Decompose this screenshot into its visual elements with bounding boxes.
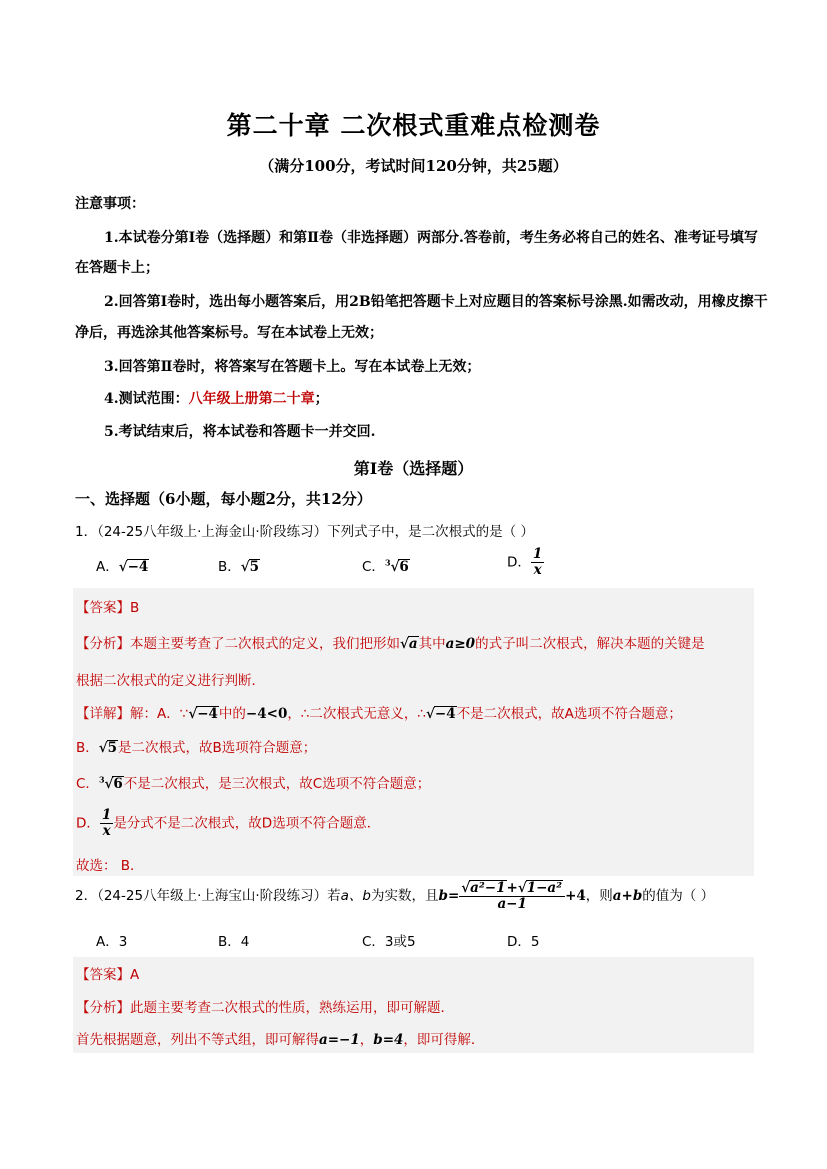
equation-fraction xyxy=(459,880,565,912)
sqrt-sign-icon: √ xyxy=(98,740,108,756)
radicand: −4 xyxy=(434,706,456,722)
radicand: −4 xyxy=(197,706,218,722)
option-label: C． xyxy=(362,559,385,575)
root-index: 3 xyxy=(384,557,391,568)
sqrt-sign-icon: √ xyxy=(461,880,471,896)
q1-detail-d xyxy=(76,808,380,839)
value-a: a=−1 xyxy=(319,1032,360,1048)
notice-item-4 xyxy=(104,388,329,408)
option-label: B． xyxy=(218,559,241,575)
q1-detail-c xyxy=(76,772,430,792)
text: 其中 xyxy=(418,636,446,652)
q2-answer: 【答案】A xyxy=(76,967,140,983)
q1-detail-a xyxy=(76,702,682,722)
radicand: −4 xyxy=(127,559,149,575)
fraction xyxy=(531,547,544,578)
q1-option-a xyxy=(96,555,149,575)
notice-item-4-end: ； xyxy=(314,391,329,407)
notice-item-1-cont: 在答题卡上； xyxy=(75,260,159,276)
sqrt-sign-icon: √ xyxy=(517,880,527,896)
denominator: x xyxy=(102,822,111,839)
variables: a、b xyxy=(340,887,371,904)
q2-analysis: 【分析】此题主要考查二次根式的性质，熟练运用，即可解题． xyxy=(76,1000,454,1016)
part-title: 一、选择题（6小题，每小题2分，共12分） xyxy=(75,490,372,508)
sqrt-sign-icon: √ xyxy=(188,706,198,722)
fraction xyxy=(100,808,113,839)
denominator: a−1 xyxy=(497,895,527,912)
sqrt-sign-icon: √ xyxy=(104,776,114,792)
q2-option-d: D．5 xyxy=(507,934,540,950)
q1-option-d xyxy=(507,547,544,578)
text: B． xyxy=(76,740,99,756)
q1-analysis-line-1 xyxy=(76,632,705,652)
sqrt-sign-icon: √ xyxy=(390,559,400,575)
q2-option-c: C．3或5 xyxy=(362,934,416,950)
text: 中的 xyxy=(218,706,246,722)
radicand: 6 xyxy=(399,559,409,575)
page-subtitle: （满分100分，考试时间120分钟，共25题） xyxy=(259,157,568,175)
text: 的式子叫二次根式，解决本题的关键是 xyxy=(475,636,705,652)
notice-item-2-cont: 净后，再选涂其他答案标号。写在本试卷上无效； xyxy=(75,325,383,341)
text: C． xyxy=(76,776,99,792)
text: 是二次根式，故B选项符合题意； xyxy=(118,740,317,756)
condition: −4<0 xyxy=(245,706,288,722)
text: 2．（24-25八年级上·上海宝山·阶段练习）若 xyxy=(75,887,341,904)
q1-analysis-line-2: 根据二次根式的定义进行判断． xyxy=(76,673,265,689)
radicand: 6 xyxy=(113,776,123,792)
text: 不是二次根式，是三次根式，故C选项不符合题意； xyxy=(123,776,431,792)
radicand: a²−1 xyxy=(470,880,506,896)
text: 【分析】本题主要考查了二次根式的定义，我们把形如 xyxy=(76,636,400,652)
sqrt-sign-icon: √ xyxy=(400,636,409,652)
radicand: 1−a² xyxy=(526,880,563,896)
section-title: 第Ⅰ卷（选择题） xyxy=(353,459,474,478)
q1-answer: 【答案】B xyxy=(76,600,140,616)
page-title: 第二十章 二次根式重难点检测卷 xyxy=(226,111,601,140)
q1-detail-b xyxy=(76,736,316,756)
option-label: D． xyxy=(507,554,531,571)
notice-item-2: 2.回答第Ⅰ卷时，选出每小题答案后，用2B铅笔把答题卡上对应题目的答案标号涂黑.如需改动，用橡皮擦干 xyxy=(104,294,768,310)
notice-item-4-label: 4.测试范围： xyxy=(104,391,189,407)
numerator: 1 xyxy=(532,546,543,562)
text: ， xyxy=(359,1032,374,1048)
question-2-stem xyxy=(75,880,714,912)
q2-option-a: A．3 xyxy=(96,934,128,950)
root-index: 3 xyxy=(98,774,105,785)
equation-tail: +4 xyxy=(565,887,586,904)
q1-option-b xyxy=(218,555,260,575)
text: 的值为（ ） xyxy=(642,887,715,904)
radicand: 5 xyxy=(249,559,260,575)
notice-item-3: 3.回答第Ⅱ卷时，将答案写在答题卡上。写在本试卷上无效； xyxy=(104,359,481,375)
text: ，即可得解． xyxy=(403,1032,485,1048)
question-1-stem: 1．（24-25八年级上·上海金山·阶段练习）下列式子中，是二次根式的是（ ） xyxy=(75,524,534,540)
test-scope: 八年级上册第二十章 xyxy=(188,391,315,407)
numerator xyxy=(459,880,565,897)
text: 不是二次根式，故A选项不符合题意； xyxy=(456,706,682,722)
q2-option-b: B．4 xyxy=(218,934,250,950)
notice-item-5: 5.考试结束后，将本试卷和答题卡一并交回. xyxy=(104,424,376,440)
condition: a≥0 xyxy=(445,636,476,652)
notice-heading: 注意事项： xyxy=(75,196,145,212)
equation-lhs: b= xyxy=(438,887,460,904)
text: D． xyxy=(76,815,100,832)
radicand: a xyxy=(408,636,418,652)
sqrt-sign-icon: √ xyxy=(118,559,128,575)
plus-sign: + xyxy=(506,880,518,896)
radicand: 5 xyxy=(107,740,118,756)
text: 为实数，且 xyxy=(371,887,439,904)
expression: a+b xyxy=(612,887,643,904)
q1-choose: 故选： B． xyxy=(76,858,144,874)
text: 首先根据题意，列出不等式组，即可解得 xyxy=(76,1032,319,1048)
text: ，则 xyxy=(585,887,613,904)
notice-item-1: 1.本试卷分第Ⅰ卷（选择题）和第Ⅱ卷（非选择题）两部分.答卷前，考生务必将自己的姓名、准考证号填写 xyxy=(104,230,758,246)
q2-detail xyxy=(76,1028,484,1048)
text: 【详解】解：A．∵ xyxy=(76,706,189,722)
sqrt-sign-icon: √ xyxy=(240,559,250,575)
denominator: x xyxy=(533,561,542,578)
option-label: A． xyxy=(96,559,119,575)
sqrt-sign-icon: √ xyxy=(426,706,435,722)
q1-option-c xyxy=(362,555,410,575)
text: ，∴二次根式无意义，∴ xyxy=(287,706,427,722)
value-b: b=4 xyxy=(373,1032,404,1048)
text: 是分式不是二次根式，故D选项不符合题意． xyxy=(113,815,381,832)
numerator: 1 xyxy=(101,807,112,823)
